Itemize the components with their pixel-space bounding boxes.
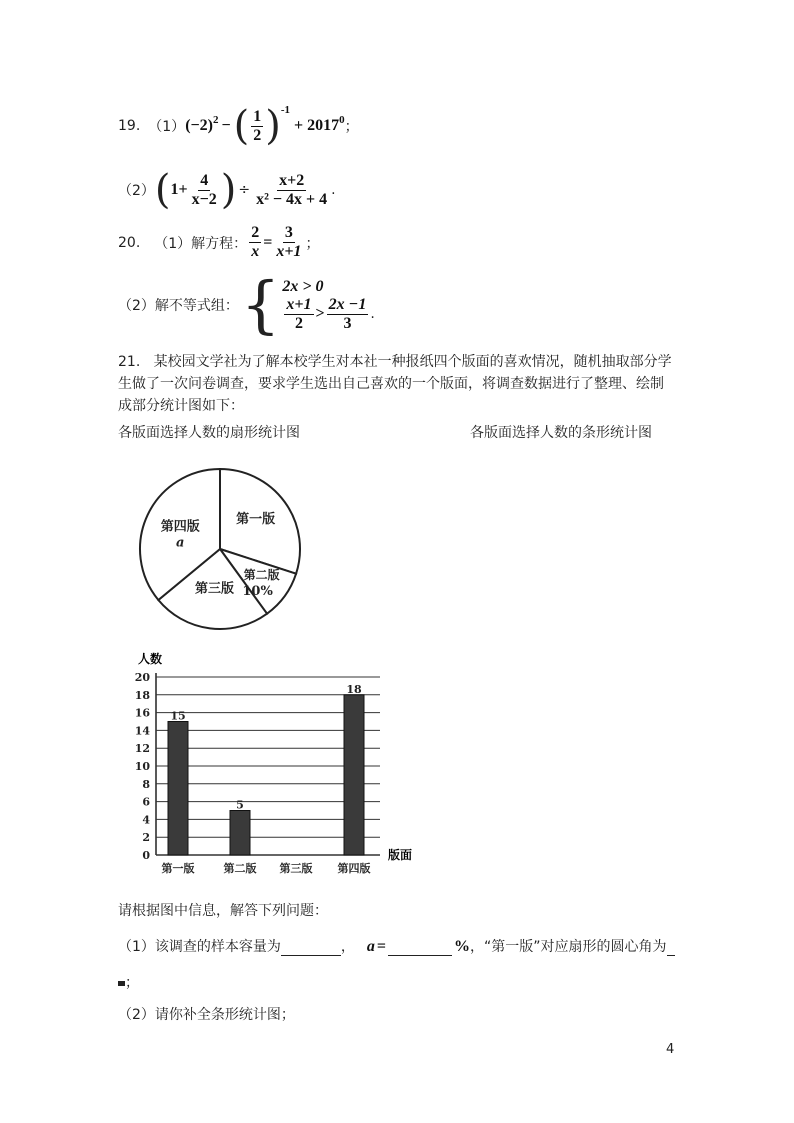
q20-frac1 (249, 224, 261, 261)
q19-plus-term: + 2017 (293, 117, 340, 134)
page-number: 4 (666, 1042, 675, 1057)
pie-chart (130, 466, 380, 646)
q20-ineq2 (282, 296, 374, 333)
y-tick-label: 20 (134, 671, 150, 684)
answer-blank-sample-size[interactable] (281, 941, 341, 956)
q19-minus: − (221, 117, 231, 134)
blank-mark (118, 981, 125, 986)
q19-p2-den: x−2 (191, 190, 217, 208)
pie-label-3: 第三版 (194, 581, 235, 597)
pie-slices (140, 469, 300, 629)
q19-zero-exp: 0 (339, 114, 345, 126)
q21-line1: 某校园文学社为了解本校学生对本社一种报纸四个版面的喜欢情况，随机抽取部分学 (153, 354, 672, 370)
pie-annotation-4: a (175, 535, 185, 551)
y-tick-label: 12 (134, 742, 150, 756)
q19-neg-exp: -1 (280, 104, 290, 116)
q19-number: 19. (118, 118, 141, 134)
q19-p2-num: 4 (200, 171, 209, 189)
q20-dot: . (370, 306, 375, 322)
q20-ineq1: 2x > 0 (282, 277, 324, 295)
q20-i2-den2: 3 (343, 314, 352, 332)
q21-line3: 成部分统计图如下： (118, 398, 244, 414)
q21-line2: 生做了一次问卷调查，要求学生选出自己喜欢的一个版面，将调查数据进行了整理、绘制 (118, 376, 664, 392)
bar-caption: 各版面选择人数的条形统计图 (470, 425, 652, 441)
q20-part1 (118, 224, 319, 261)
bar-4 (344, 695, 364, 855)
q21-sub1 (118, 936, 675, 956)
left-paren: ( (233, 103, 250, 149)
q19-one-plus: 1+ (170, 181, 188, 198)
q19-part2-label: （2） (118, 183, 155, 199)
q19-frac-den: 2 (253, 126, 262, 144)
q20-i2-frac2 (327, 296, 369, 333)
pie-label-2: 第二版 (243, 567, 280, 582)
x-tick-label-1: 第一版 (161, 862, 195, 875)
y-tick-label: 10 (134, 760, 150, 773)
q20-part2-label: （2）解不等式组： (118, 298, 239, 314)
q19-semicolon: ； (344, 119, 359, 135)
q20-eq: = (263, 233, 273, 251)
left-paren: ( (154, 167, 171, 213)
bar-2 (230, 811, 250, 856)
q20-semicolon: ； (305, 235, 320, 252)
bar-xlabel: 版面 (388, 848, 413, 862)
q19-period: . (331, 182, 336, 198)
q20-f1-den: x (251, 243, 260, 260)
q20-part2 (118, 268, 375, 341)
y-tick-label: 4 (142, 813, 150, 827)
q20-frac2 (274, 224, 303, 261)
q21-sub1-end (118, 972, 139, 992)
y-tick-label: 14 (134, 724, 150, 738)
q19-part2 (118, 167, 336, 213)
q21-sub1-var: a (366, 938, 375, 955)
q20-gt: > (315, 305, 325, 322)
right-paren: ) (265, 103, 281, 149)
q19-part1 (118, 103, 359, 149)
q20-i2-frac1 (284, 296, 313, 333)
y-tick-label: 8 (142, 777, 150, 791)
q20-f2-den: x+1 (276, 243, 302, 260)
x-tick-label-3: 第三版 (279, 862, 313, 875)
q19-part1-label: （1） (148, 119, 186, 135)
q21-instruction: 请根据图中信息，解答下列问题： (118, 903, 328, 919)
pie-label-4: 第四版 (160, 519, 200, 535)
pie-label-1: 第一版 (236, 512, 276, 528)
x-tick-label-2: 第二版 (223, 862, 257, 875)
q19-fraction (251, 108, 263, 145)
q20-part1-label: （1）解方程： (154, 235, 248, 252)
q21-number: 21. (118, 354, 141, 370)
q21-sub1-end-text: ； (125, 975, 139, 991)
bar-chart (130, 645, 430, 880)
q20-i2-num2: 2x −1 (328, 295, 367, 313)
bar-value-label-2: 5 (236, 798, 244, 812)
q19-p2-den2: x² − 4x + 4 (256, 190, 328, 208)
left-brace: { (240, 268, 281, 341)
q21-sub1-a: （1）该调查的样本容量为 (118, 939, 281, 955)
bar-1 (168, 722, 188, 856)
y-tick-label: 16 (134, 706, 150, 720)
q21-sub1-b: ， (340, 939, 355, 955)
q20-i2-num1: x+1 (286, 295, 312, 313)
q21-sub1-pct: % (454, 938, 471, 955)
q21-intro (118, 351, 678, 417)
bar-value-label-4: 18 (346, 682, 362, 696)
q20-system (282, 278, 374, 333)
pie-annotation-2: 10% (242, 583, 273, 599)
y-tick-label: 0 (142, 849, 150, 862)
q20-i2-den1: 2 (294, 314, 303, 332)
answer-blank-a[interactable] (388, 941, 452, 956)
bar-ylabel: 人数 (138, 652, 163, 666)
q20-number: 20. (118, 234, 141, 251)
q19-frac-num: 1 (253, 107, 262, 125)
q19-divide: ÷ (238, 182, 251, 198)
bar-value-label-1: 15 (170, 709, 186, 723)
q19-p2-fraction (190, 172, 219, 209)
q19-base: (−2) (185, 117, 213, 134)
q19-p2-fraction2 (254, 172, 329, 209)
q19-p2-num2: x+2 (279, 171, 305, 189)
y-tick-label: 6 (142, 795, 150, 809)
y-tick-label: 18 (134, 688, 150, 702)
q21-sub2: （2）请你补全条形统计图； (118, 1007, 295, 1023)
right-paren: ) (220, 167, 237, 213)
q21-sub1-c: ，“第一版”对应扇形的圆心角为 (470, 939, 667, 955)
x-tick-label-4: 第四版 (337, 862, 371, 875)
q20-f1-num: 2 (251, 224, 260, 241)
answer-blank-angle[interactable] (667, 941, 675, 956)
q19-exp: 2 (212, 114, 219, 126)
q21-sub1-eq: = (376, 938, 387, 955)
y-tick-label: 2 (142, 831, 150, 845)
q20-f2-num: 3 (284, 224, 293, 241)
pie-caption: 各版面选择人数的扇形统计图 (118, 425, 300, 441)
